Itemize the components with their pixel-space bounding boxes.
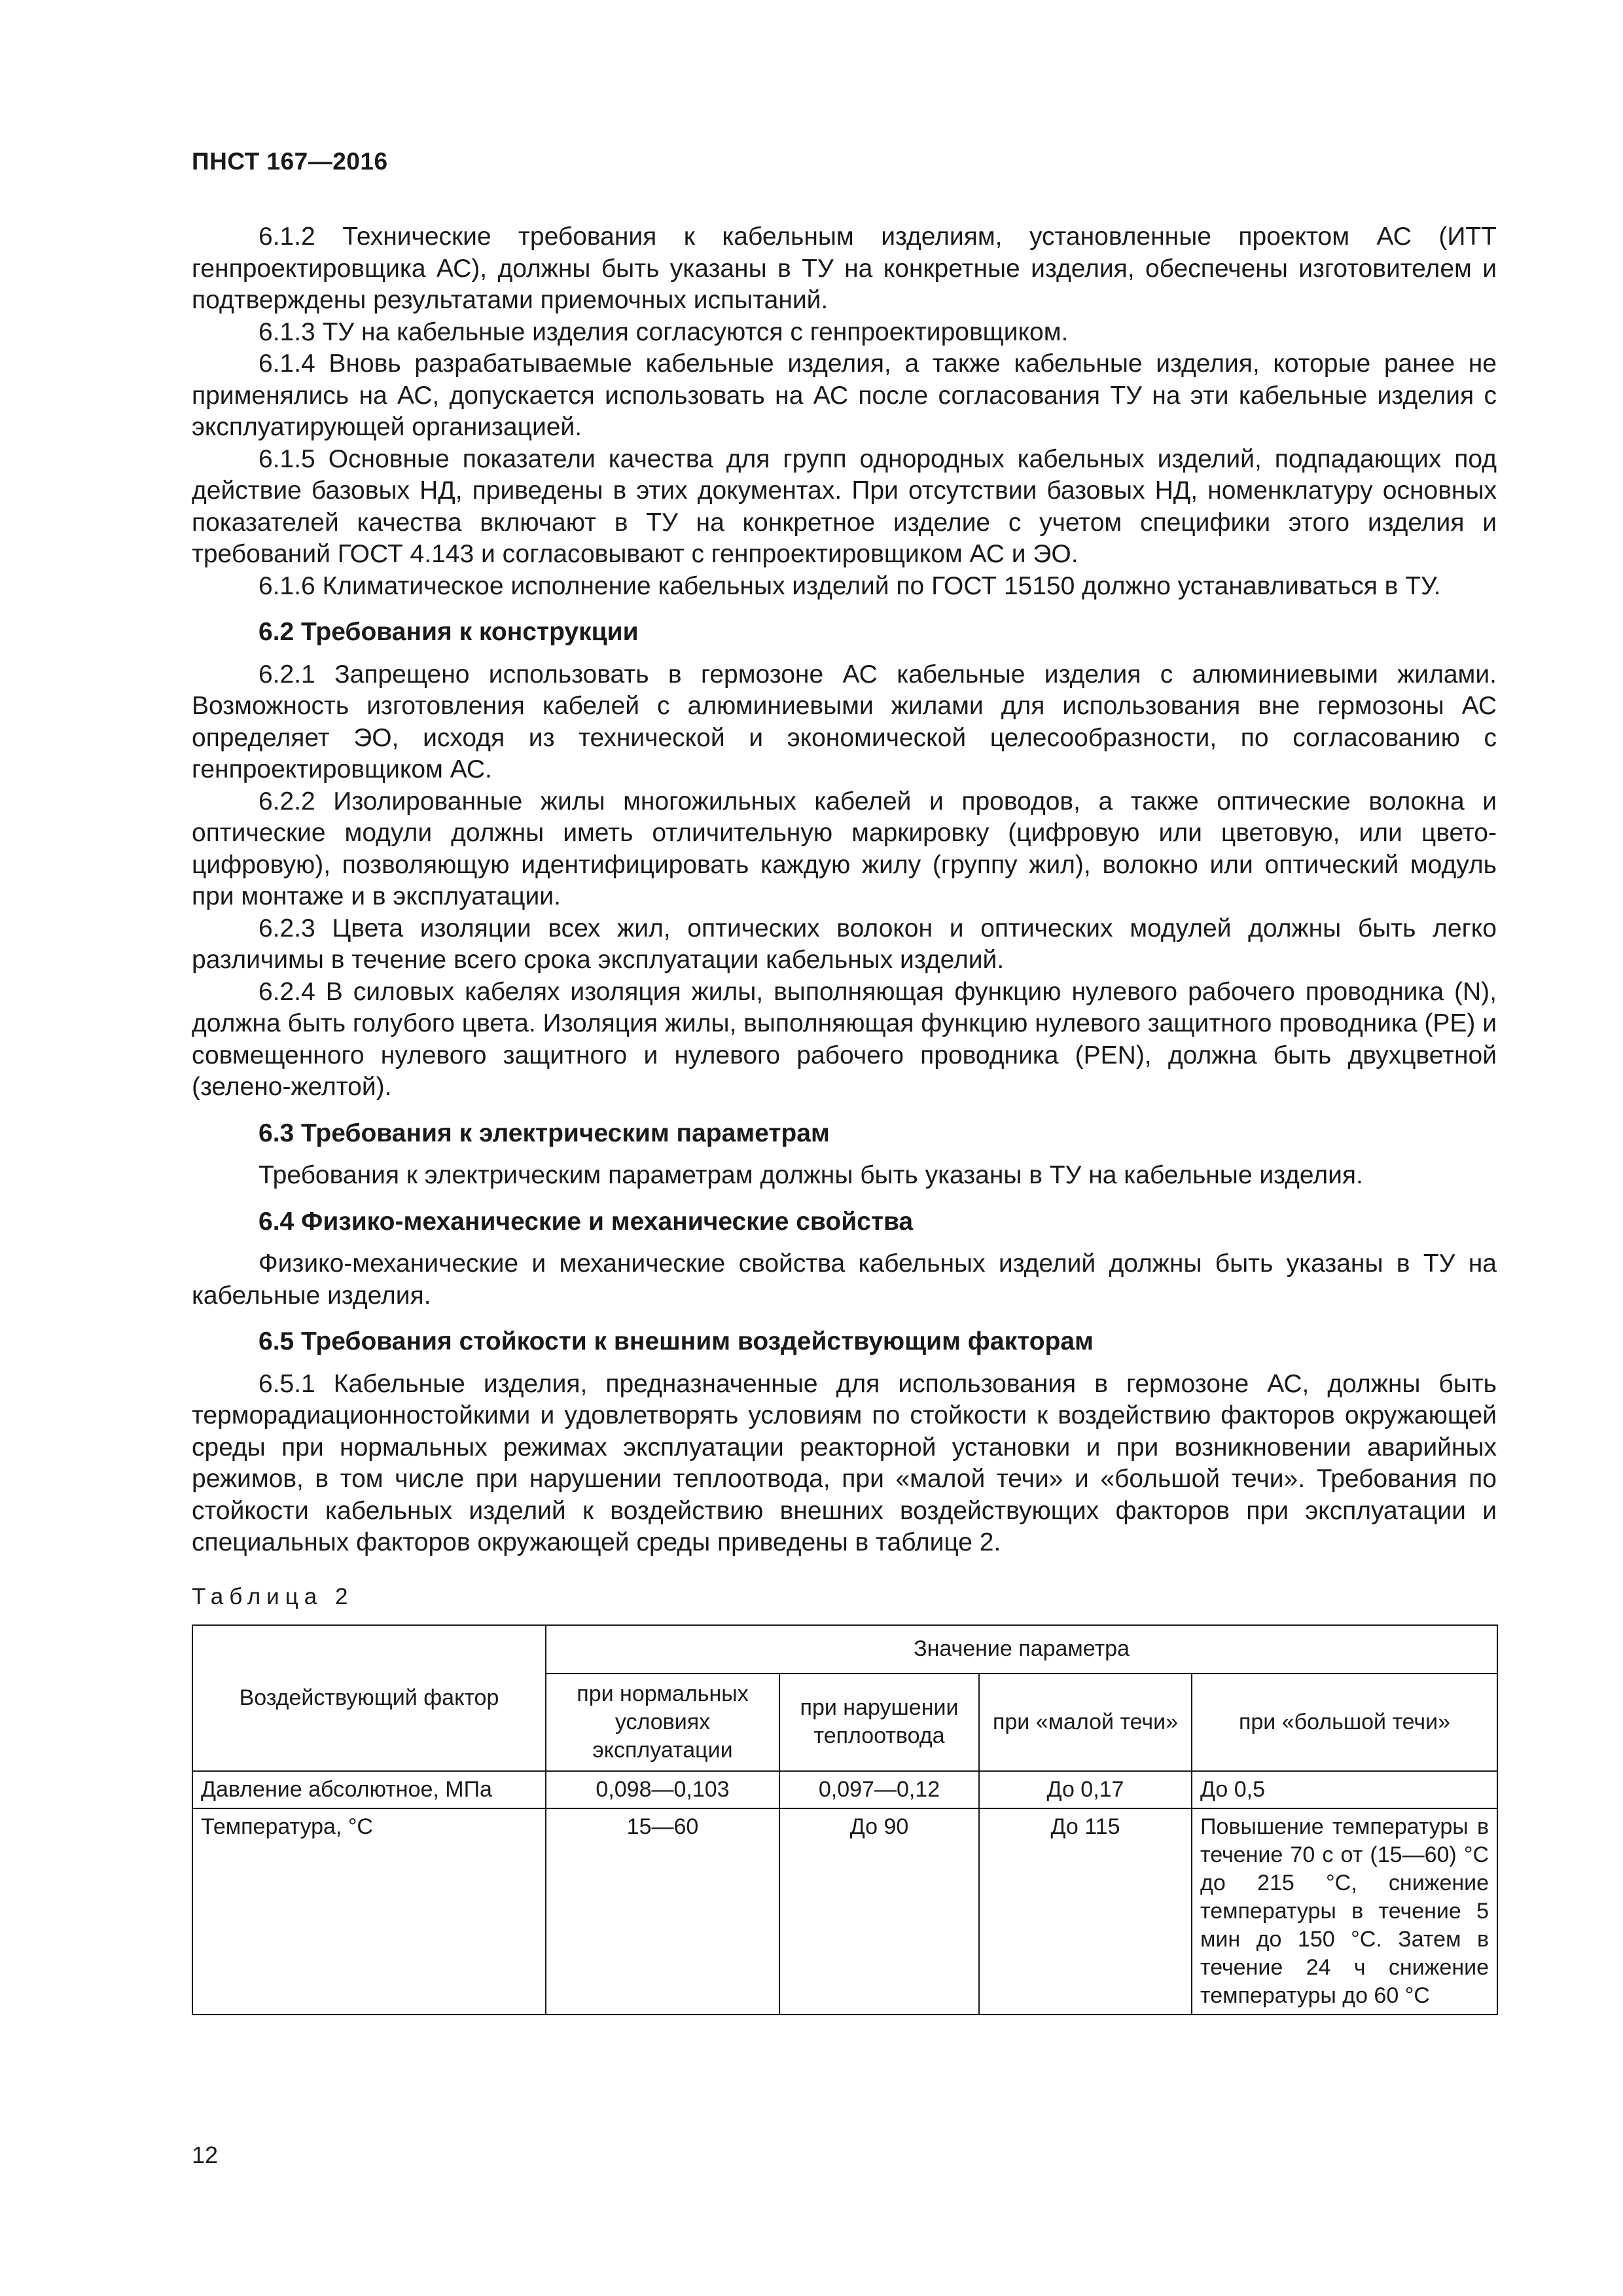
cell-heat: До 90 bbox=[779, 1808, 979, 2015]
header-small-leak: при «малой течи» bbox=[979, 1674, 1192, 1771]
cell-factor: Температура, °С bbox=[192, 1808, 546, 2015]
paragraph-6-1-2: 6.1.2 Технические требования к кабельным изделиям, установленные проектом АС (ИТТ генпроектировщика АС), должны быть указаны в ТУ на конкретные изделия, обеспечены изготовителем и подтверждены результатами приемочных испытаний. bbox=[192, 223, 1497, 314]
paragraph-6-2-4: 6.2.4 В силовых кабелях изоляция жилы, выполняющая функцию нулевого рабочего проводника (N), должна быть голубого цвета. Изоляция жилы, выполняющая функцию нулевого защитного проводника (PE) и совмещенного нулевого защитного и нулевого рабочего проводника (PEN), должна быть двухцветной (зелено-желтой). bbox=[192, 977, 1497, 1101]
cell-large: Повышение температуры в течение 70 с от (15—60) °С до 215 °С, снижение температуры в течение 5 мин до 150 °С. Затем в течение 24 ч снижение температуры до 60 °С bbox=[1192, 1808, 1497, 2015]
document-body bbox=[192, 221, 1497, 2015]
section-heading-6-4: 6.4 Физико-механические и механические свойства bbox=[259, 1207, 914, 1236]
section-heading-6-5: 6.5 Требования стойкости к внешним воздействующим факторам bbox=[259, 1327, 1094, 1355]
paragraph-6-1-3: 6.1.3 ТУ на кабельные изделия согласуются с генпроектировщиком. bbox=[259, 317, 1069, 346]
parameters-table bbox=[192, 1624, 1498, 2015]
table-row bbox=[192, 1771, 1497, 1808]
document-header: ПНСТ 167—2016 bbox=[192, 148, 388, 175]
paragraph-6-2-1: 6.2.1 Запрещено использовать в гермозоне АС кабельные изделия с алюминиевыми жилами. Возможность изготовления кабелей с алюминиевыми жилами для использования вне гермозоны АС определяет ЭО, исходя из технической и экономической целесообразности, по согласованию с генпроектировщиком АС. bbox=[192, 660, 1497, 783]
paragraph-6-1-5: 6.1.5 Основные показатели качества для групп однородных кабельных изделий, подпадающих под действие базовых НД, приведены в этих документах. При отсутствии базовых НД, номенклатуру основных показателей качества включают в ТУ на конкретное изделие с учетом специфики этого изделия и требований ГОСТ 4.143 и согласовывают с генпроектировщиком АС и ЭО. bbox=[192, 444, 1497, 568]
paragraph-6-2-3: 6.2.3 Цвета изоляции всех жил, оптических волокон и оптических модулей должны быть легко различимы в течение всего срока эксплуатации кабельных изделий. bbox=[192, 914, 1497, 974]
cell-factor: Давление абсолютное, МПа bbox=[192, 1771, 546, 1808]
paragraph-6-2-2: 6.2.2 Изолированные жилы многожильных кабелей и проводов, а также оптические волокна и оптические модули должны иметь отличительную маркировку (цифровую или цветовую, или цвето-цифровую), позволяющую идентифицировать каждую жилу (группу жил), волокно или оптический модуль при монтаже и в эксплуатации. bbox=[192, 787, 1497, 910]
cell-small: До 0,17 bbox=[979, 1771, 1192, 1808]
table-row bbox=[192, 1808, 1497, 2015]
section-heading-6-3: 6.3 Требования к электрическим параметрам bbox=[259, 1119, 830, 1147]
paragraph-6-5-1: 6.5.1 Кабельные изделия, предназначенные для использования в гермозоне АС, должны быть терморадиационностойкими и удовлетворять условиям по стойкости к воздействию факторов окружающей среды при нормальных режимах эксплуатации реакторной установки и при возникновении аварийных режимов, в том числе при нарушении теплоотвода, при «малой течи» и «большой течи». Требования по стойкости кабельных изделий к воздействию внешних воздействующих факторов при эксплуатации и специальных факторов окружающей среды приведены в таблице 2. bbox=[192, 1369, 1497, 1556]
page-number: 12 bbox=[192, 2142, 219, 2168]
header-normal: при нормальных условиях эксплуатации bbox=[546, 1674, 779, 1771]
cell-normal: 15—60 bbox=[546, 1808, 779, 2015]
cell-heat: 0,097—0,12 bbox=[779, 1771, 979, 1808]
paragraph-6-3: Требования к электрическим параметрам должны быть указаны в ТУ на кабельные изделия. bbox=[259, 1161, 1363, 1189]
cell-normal: 0,098—0,103 bbox=[546, 1771, 779, 1808]
paragraph-6-1-6: 6.1.6 Климатическое исполнение кабельных изделий по ГОСТ 15150 должно устанавливаться в ТУ. bbox=[259, 571, 1441, 600]
paragraph-6-4: Физико-механические и механические свойства кабельных изделий должны быть указаны в ТУ на кабельные изделия. bbox=[192, 1249, 1497, 1310]
header-heat-removal-failure: при нарушении теплоотвода bbox=[779, 1674, 979, 1771]
paragraph-6-1-4: 6.1.4 Вновь разрабатываемые кабельные изделия, а также кабельные изделия, которые ранее не применялись на АС, допускается использовать на АС после согласования ТУ на эти кабельные изделия с эксплуатирующей организацией. bbox=[192, 350, 1497, 441]
table-header-row bbox=[192, 1625, 1497, 1674]
table-caption: Таблица 2 bbox=[192, 1583, 354, 1609]
header-factor: Воздействующий фактор bbox=[192, 1625, 546, 1771]
cell-small: До 115 bbox=[979, 1808, 1192, 2015]
header-parameter-value: Значение параметра bbox=[546, 1625, 1497, 1674]
cell-large: До 0,5 bbox=[1192, 1771, 1497, 1808]
section-heading-6-2: 6.2 Требования к конструкции bbox=[259, 618, 639, 646]
header-large-leak: при «большой течи» bbox=[1192, 1674, 1497, 1771]
